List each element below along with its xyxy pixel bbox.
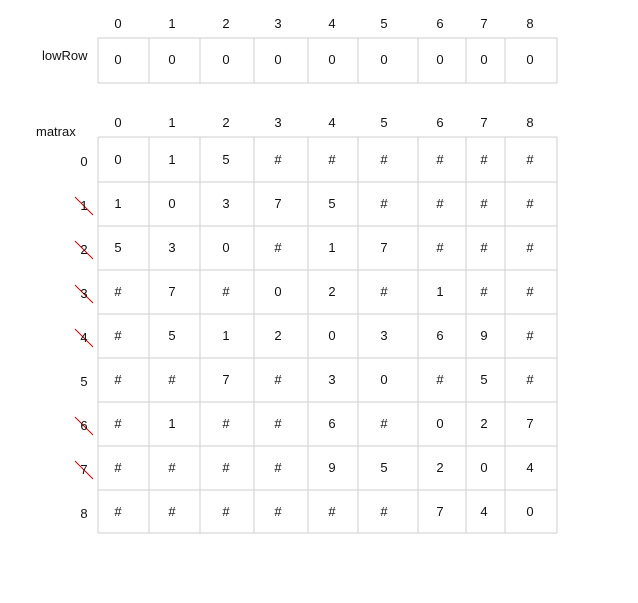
- matrix-row-label: 4: [80, 330, 88, 345]
- matrix-cell: 1: [168, 416, 176, 431]
- matrix-cell: #: [436, 372, 444, 387]
- matrix-column-header: 0: [114, 115, 122, 130]
- matrix-row-label: 1: [80, 198, 88, 213]
- lowrow-column-header: 7: [480, 16, 488, 31]
- matrix-row-label: 6: [80, 418, 88, 433]
- matrix-column-header: 5: [380, 115, 388, 130]
- matrix-row-label: 7: [80, 462, 88, 477]
- matrix-cell: #: [480, 284, 488, 299]
- matrix-cell: 7: [526, 416, 534, 431]
- matrix-cell: #: [274, 151, 282, 167]
- matrix-cell: #: [380, 284, 388, 299]
- matrix-cell: 2: [480, 416, 488, 431]
- matrix-column-header: 8: [526, 115, 534, 130]
- matrix-column-header: 2: [222, 115, 230, 130]
- matrix-cell: 7: [436, 503, 444, 519]
- matrix-cell: #: [436, 151, 444, 167]
- lowrow-column-header: 5: [380, 16, 388, 31]
- lowrow-value: 0: [328, 52, 336, 67]
- matrix-cell: 5: [380, 460, 388, 475]
- lowrow-value: 0: [222, 52, 230, 67]
- matrix-column-header: 3: [274, 115, 282, 130]
- matrix-cell: #: [526, 372, 534, 387]
- matrix-cell: 0: [274, 284, 282, 299]
- matrix-cell: 1: [328, 240, 336, 255]
- matrix-cell: #: [274, 460, 282, 475]
- matrix-row-label: 2: [80, 242, 88, 257]
- matrix-cell: 0: [436, 416, 444, 431]
- matrix-cell: 1: [114, 196, 122, 211]
- lowrow-value: 0: [526, 52, 534, 67]
- matrix-column-header: 6: [436, 115, 444, 130]
- matrix-cell: #: [222, 503, 230, 519]
- matrix-cell: 3: [328, 372, 336, 387]
- matrix-cell: #: [380, 503, 388, 519]
- matrix-cell: 0: [168, 196, 176, 211]
- matrix-cell: 2: [328, 284, 336, 299]
- matrix-cell: 1: [222, 328, 230, 343]
- matrix-cell: #: [222, 284, 230, 299]
- matrix-column-header: 1: [168, 115, 176, 130]
- matrix-cell: 7: [380, 240, 388, 255]
- matrix-cell: 0: [526, 503, 534, 519]
- lowrow-label: lowRow: [42, 48, 88, 63]
- matrix-cell: 2: [274, 328, 282, 343]
- matrix-cell: #: [114, 416, 122, 431]
- lowrow-value: 0: [436, 52, 444, 67]
- matrix-cell: 0: [480, 460, 488, 475]
- matrix-cell: #: [168, 503, 176, 519]
- matrix-cell: #: [480, 196, 488, 211]
- matrix-cell: 5: [168, 328, 176, 343]
- matrix-cell: #: [436, 240, 444, 255]
- matrix-label: matrax: [36, 124, 76, 139]
- matrix-cell: #: [168, 460, 176, 475]
- matrix-cell: 3: [222, 196, 230, 211]
- matrix-cell: #: [526, 151, 534, 167]
- matrix-cell: #: [114, 328, 122, 343]
- matrix-cell: #: [480, 151, 488, 167]
- matrix-row-label: 8: [80, 505, 88, 521]
- matrix-cell: #: [526, 196, 534, 211]
- matrix-row-label: 0: [80, 153, 88, 169]
- lowrow-column-header: 0: [114, 16, 122, 31]
- matrix-column-header: 7: [480, 115, 488, 130]
- matrix-cell: #: [114, 503, 122, 519]
- matrix-cell: #: [114, 460, 122, 475]
- matrix-cell: 5: [480, 372, 488, 387]
- lowrow-column-header: 2: [222, 16, 230, 31]
- matrix-row-label: 5: [80, 374, 88, 389]
- matrix-cell: 4: [526, 460, 534, 475]
- lowrow-value: 0: [168, 52, 176, 67]
- matrix-cell: 2: [436, 460, 444, 475]
- matrix-cell: #: [526, 284, 534, 299]
- lowrow-column-header: 6: [436, 16, 444, 31]
- matrix-cell: #: [222, 416, 230, 431]
- lowrow-column-header: 4: [328, 16, 336, 31]
- matrix-cell: 7: [222, 372, 230, 387]
- matrix-cell: #: [168, 372, 176, 387]
- lowrow-column-header: 8: [526, 16, 534, 31]
- matrix-row-label: 3: [80, 286, 88, 301]
- matrix-cell: 5: [328, 196, 336, 211]
- matrix-cell: #: [274, 372, 282, 387]
- matrix-cell: 3: [380, 328, 388, 343]
- matrix-cell: #: [114, 372, 122, 387]
- lowrow-value: 0: [480, 52, 488, 67]
- matrix-cell: 0: [380, 372, 388, 387]
- matrix-cell: 0: [328, 328, 336, 343]
- matrix-cell: #: [480, 240, 488, 255]
- matrix-cell: 7: [274, 196, 282, 211]
- lowrow-value: 0: [274, 52, 282, 67]
- matrix-cell: #: [114, 284, 122, 299]
- lowrow-value: 0: [380, 52, 388, 67]
- matrix-cell: #: [526, 240, 534, 255]
- matrix-cell: 9: [480, 328, 488, 343]
- matrix-cell: #: [222, 460, 230, 475]
- matrix-cell: 9: [328, 460, 336, 475]
- matrix-cell: #: [274, 503, 282, 519]
- matrix-cell: #: [274, 240, 282, 255]
- matrix-cell: #: [328, 503, 336, 519]
- matrix-cell: 3: [168, 240, 176, 255]
- lowrow-value: 0: [114, 52, 122, 67]
- matrix-cell: 0: [114, 151, 122, 167]
- matrix-cell: 0: [222, 240, 230, 255]
- lowrow-column-header: 1: [168, 16, 176, 31]
- matrix-column-header: 4: [328, 115, 336, 130]
- matrix-cell: 6: [436, 328, 444, 343]
- matrix-cell: #: [328, 151, 336, 167]
- matrix-cell: 6: [328, 416, 336, 431]
- matrix-cell: #: [380, 416, 388, 431]
- matrix-cell: 5: [222, 151, 230, 167]
- matrix-cell: #: [380, 196, 388, 211]
- matrix-cell: #: [526, 328, 534, 343]
- matrix-cell: #: [380, 151, 388, 167]
- matrix-cell: 7: [168, 284, 176, 299]
- matrix-cell: 1: [168, 151, 176, 167]
- matrix-cell: 4: [480, 503, 488, 519]
- matrix-cell: 5: [114, 240, 122, 255]
- matrix-cell: #: [274, 416, 282, 431]
- lowrow-column-header: 3: [274, 16, 282, 31]
- matrix-cell: 1: [436, 284, 444, 299]
- matrix-cell: #: [436, 196, 444, 211]
